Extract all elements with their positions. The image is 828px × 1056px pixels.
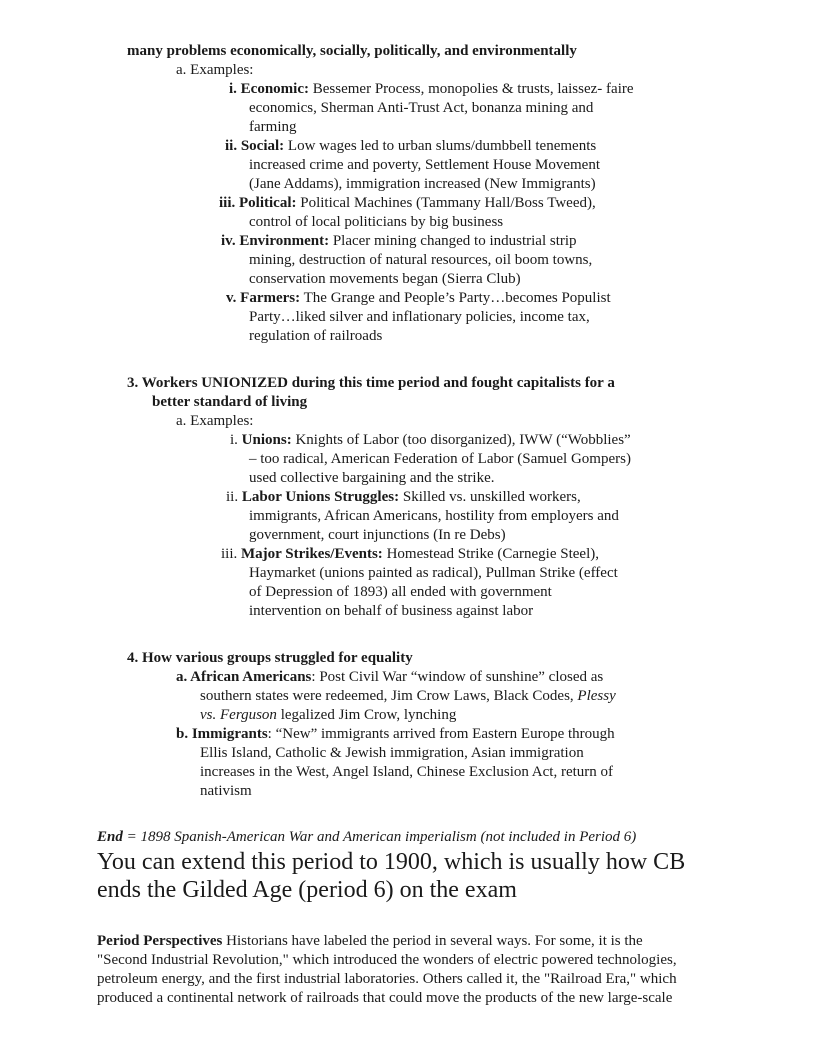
item-continuation: – too radical, American Federation of Labor (Samuel Gompers) [249,451,631,467]
item-continuation: intervention on behalf of business against labor [249,603,534,619]
problem-continuation: control of local politicians by big business [249,214,504,230]
case-name: Plessy [577,688,616,704]
item-continuation: government, court injunctions (In re Debs) [249,527,506,543]
end-note [97,828,636,847]
union-item [230,431,631,450]
group-label: a. African Americans [176,669,312,685]
problem-environment [221,232,577,251]
perspectives-line: produced a continental network of railroads that could move the products of the new large-scale [97,990,673,1006]
problem-text: The Grange and People’s Party…becomes Populist [303,290,611,306]
group-text: legalized Jim Crow, lynching [276,707,457,723]
group-continuation: Ellis Island, Catholic & Jewish immigration, Asian immigration [200,745,584,761]
group-african-americans [176,668,603,687]
problem-farmers [226,289,611,308]
item-continuation: of Depression of 1893) all ended with government [249,584,552,600]
section3-examples-label [176,412,253,431]
group-continuation [200,706,456,725]
group-continuation [200,687,616,706]
item-text: Skilled vs. unskilled workers, [402,489,581,505]
problem-continuation: regulation of railroads [249,328,383,344]
group-label: b. Immigrants [176,726,268,742]
problem-text: Political Machines (Tammany Hall/Boss Tweed), [300,195,596,211]
problem-continuation: economics, Sherman Anti-Trust Act, bonanza mining and [249,100,594,116]
perspectives-label: Period Perspectives [97,933,223,949]
problem-label: i. Economic: [229,81,309,97]
group-text: : Post Civil War “window of sunshine” closed as [311,669,604,685]
item-label: Unions: [241,432,292,448]
item-numeral: i. [230,432,242,448]
item-continuation: immigrants, African Americans, hostility from employers and [249,508,619,524]
problem-continuation: increased crime and poverty, Settlement House Movement [249,157,600,173]
problem-economic [229,80,634,99]
item-label: Major Strikes/Events: [241,546,383,562]
problem-continuation: (Jane Addams), immigration increased (New Immigrants) [249,176,596,192]
intro-line: many problems economically, socially, politically, and environmentally [127,43,577,59]
perspectives-text: Historians have labeled the period in several ways. For some, it is the [222,933,643,949]
group-continuation: nativism [200,783,252,799]
item-continuation: used collective bargaining and the strike. [249,470,495,486]
end-label: End [97,829,123,845]
problem-continuation: Party…liked silver and inflationary policies, income tax, [249,309,590,325]
item-text: Knights of Labor (too disorganized), IWW (“Wobblies” [295,432,631,448]
problem-text: Bessemer Process, monopolies & trusts, laissez- faire [312,81,634,97]
section3-heading-cont: better standard of living [152,394,308,410]
problem-continuation: mining, destruction of natural resources, oil boom towns, [249,252,593,268]
examples-label [176,61,253,80]
group-continuation: increases in the West, Angel Island, Chinese Exclusion Act, return of [200,764,614,780]
perspectives-paragraph [97,932,643,951]
problem-label: v. Farmers: [226,290,301,306]
end-text: = 1898 Spanish-American War and American imperialism (not included in Period 6) [122,829,637,845]
problem-continuation: farming [249,119,297,135]
end-extension-line: ends the Gilded Age (period 6) on the exam [97,877,517,903]
item-label: Labor Unions Struggles: [241,489,400,505]
examples-label-text: a. Examples: [176,413,254,429]
item-numeral: iii. [221,546,242,562]
problem-label: ii. Social: [225,138,285,154]
group-immigrants [176,725,615,744]
problem-text: Placer mining changed to industrial strip [332,233,577,249]
group-text: : “New” immigrants arrived from Eastern Europe through [267,726,615,742]
item-text: Homestead Strike (Carnegie Steel), [386,546,599,562]
examples-label-text: a. Examples: [176,62,254,78]
perspectives-line: "Second Industrial Revolution," which introduced the wonders of electric powered technologies, [97,952,677,968]
item-numeral: ii. [226,489,242,505]
item-continuation: Haymarket (unions painted as radical), Pullman Strike (effect [249,565,618,581]
section3-heading: 3. Workers UNIONIZED during this time period and fought capitalists for a [127,375,615,391]
union-item [226,488,581,507]
problem-label: iii. Political: [219,195,297,211]
problem-label: iv. Environment: [221,233,330,249]
end-extension-line: You can extend this period to 1900, which is usually how CB [97,849,686,875]
problem-continuation: conservation movements began (Sierra Club) [249,271,521,287]
problem-political [219,194,596,213]
union-item [221,545,599,564]
group-text: southern states were redeemed, Jim Crow Laws, Black Codes, [200,688,578,704]
perspectives-line: petroleum energy, and the first industrial laboratories. Others called it, the "Railroad Era," which [97,971,677,987]
problem-text: Low wages led to urban slums/dumbbell tenements [287,138,597,154]
case-name: vs. Ferguson [200,707,277,723]
problem-social [225,137,596,156]
section4-heading: 4. How various groups struggled for equality [127,650,413,666]
